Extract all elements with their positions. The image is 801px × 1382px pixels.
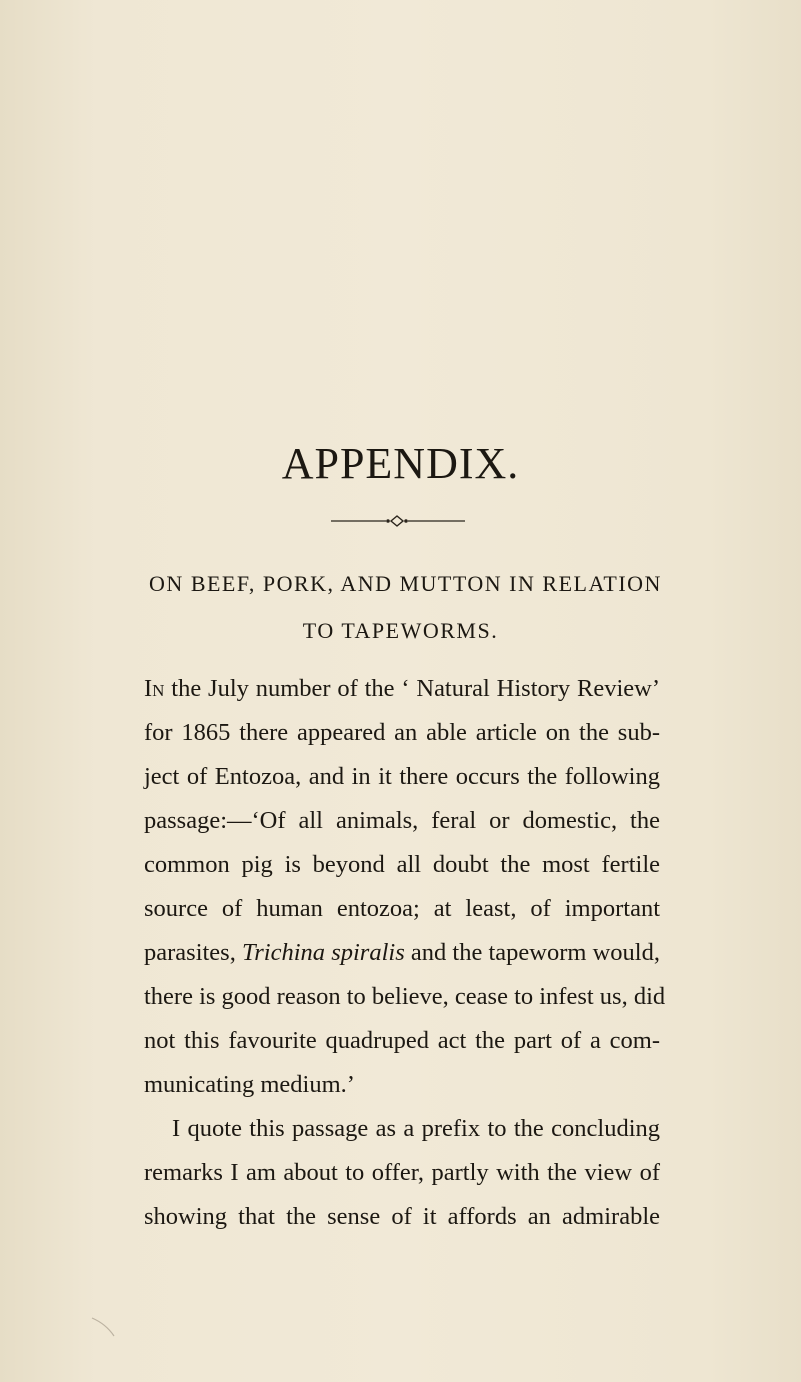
section-heading-line-1: ON BEEF, PORK, AND MUTTON IN RELATION bbox=[149, 571, 662, 596]
paragraph-1-line-7 bbox=[144, 941, 660, 966]
section-heading-line-2: TO TAPEWORMS. bbox=[302, 618, 499, 643]
paragraph-2-line-3: showing that the sense of it affords an admirable bbox=[144, 1203, 660, 1230]
paragraph-1-line-9: not this favourite quadruped act the part of a com- bbox=[144, 1027, 660, 1054]
appendix-title: APPENDIX. bbox=[281, 439, 520, 488]
decorative-rule-diamond-icon bbox=[331, 512, 465, 530]
paragraph-1-line-2: for 1865 there appeared an able article on the sub- bbox=[144, 719, 660, 746]
drop-cap-word: In bbox=[144, 675, 165, 702]
italic-species-name: Trichina spiralis bbox=[242, 939, 405, 966]
paragraph-1-line-8: there is good reason to believe, cease to infest us, did bbox=[144, 983, 666, 1010]
paragraph-1-line-5: common pig is beyond all doubt the most fertile bbox=[144, 851, 660, 878]
paragraph-2-line-2: remarks I am about to offer, partly with the view of bbox=[144, 1159, 660, 1186]
margin-stain-mark-icon bbox=[88, 1310, 148, 1370]
paragraph-1-line-3: ject of Entozoa, and in it there occurs the following bbox=[144, 763, 660, 790]
paragraph-1-line-4: passage:—‘Of all animals, feral or domestic, the bbox=[144, 807, 660, 834]
paragraph-1-line-6: source of human entozoa; at least, of important bbox=[144, 895, 660, 922]
paragraph-2-line-1: I quote this passage as a prefix to the concluding bbox=[172, 1115, 660, 1142]
paragraph-1-line-10: municating medium.’ bbox=[144, 1071, 355, 1098]
paragraph-1-line-1 bbox=[144, 677, 660, 702]
line-text: and the tapeworm would, bbox=[404, 939, 660, 966]
line-text: the July number of the ‘ Natural History Review’ bbox=[164, 675, 660, 702]
line-text: parasites, bbox=[144, 939, 242, 966]
